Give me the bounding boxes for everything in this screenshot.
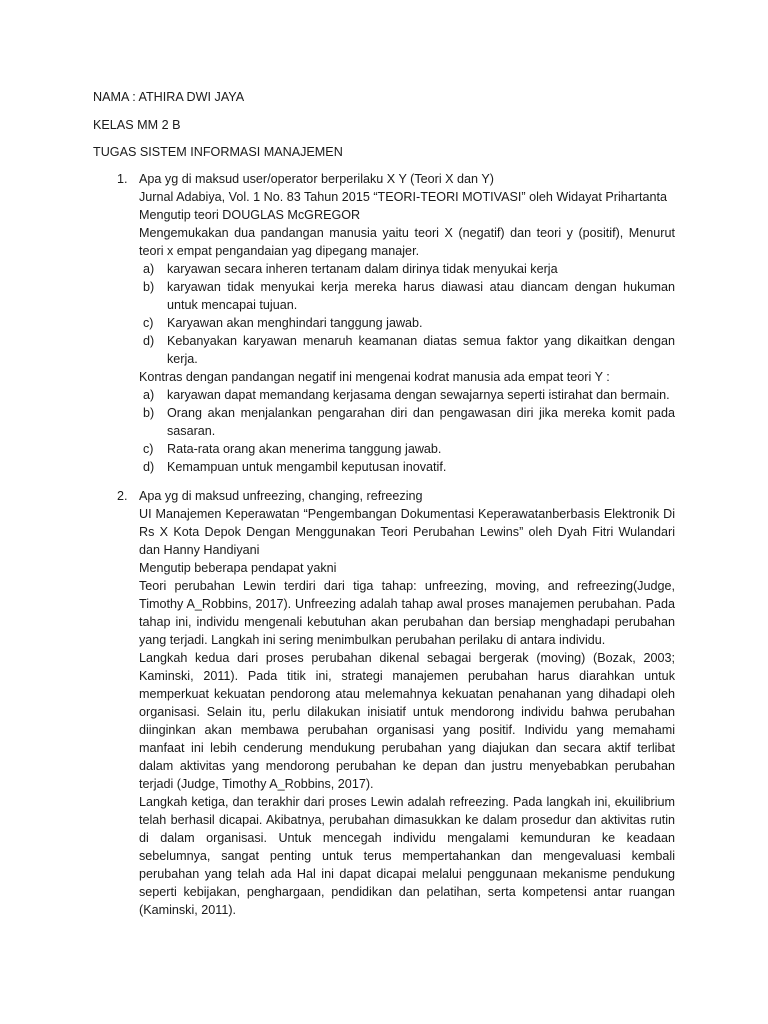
question-title: Apa yg di maksud user/operator berperilaku X Y (Teori X dan Y): [139, 172, 494, 186]
class-info: KELAS MM 2 B: [93, 118, 181, 132]
source-reference: UI Manajemen Keperawatan “Pengembangan Dokumentasi Keperawatanberbasis Elektronik Di Rs X Kota Depok Dengan Menggunakan Teori Perubahan Lewins” oleh Dyah Fitri Wulandari dan Hanny Handiyani: [139, 507, 675, 557]
assignment-title: TUGAS SISTEM INFORMASI MANAJEMEN: [93, 145, 343, 159]
question-1: [117, 170, 675, 476]
paragraph-unfreezing: Teori perubahan Lewin terdiri dari tiga tahap: unfreezing, moving, and refreezing(Judge, Timothy A_Robbins, 2017). Unfreezing adalah tahap awal proses manajemen perubahan. Pada tahap ini, individu mengenali kebutuhan akan perubahan dan bersiap menghadapi perubahan yang terjadi. Langkah ini sering menimbulkan perubahan perilaku di antara individu.: [139, 579, 675, 647]
list-item: d) Kemampuan untuk mengambil keputusan inovatif.: [143, 460, 447, 474]
question-title: Apa yg di maksud unfreezing, changing, refreezing: [139, 489, 423, 503]
citation-line: Mengutip beberapa pendapat yakni: [139, 561, 337, 575]
list-item: a) karyawan secara inheren tertanam dalam dirinya tidak menyukai kerja: [143, 262, 558, 276]
question-number: 1.: [117, 172, 128, 186]
list-item: d) Kebanyakan karyawan menaruh keamanan diatas semua faktor yang dikaitkan dengan kerja.: [143, 334, 675, 366]
question-2: [117, 487, 675, 919]
paragraph-moving: Langkah kedua dari proses perubahan dikenal sebagai bergerak (moving) (Bozak, 2003; Kaminski, 2011). Pada titik ini, strategi manajemen perubahan harus diarahkan untuk memperkuat kekuatan pendorong atau melemahnya kekuatan penahanan yang dihadapi oleh organisasi. Selain itu, perlu dilakukan inisiatif untuk mendorong individu bahwa perubahan diinginkan akan membawa perubahan organisasi yang positif. Individu yang memahami manfaat ini lebih cenderung mendukung perubahan yang diajukan dan secara aktif terlibat dalam aktivitas yang mendorong perubahan ke depan dan justru menyebabkan perubahan terjadi (Judge, Timothy A_Robbins, 2017).: [139, 651, 675, 791]
paragraph-refreezing: Langkah ketiga, dan terakhir dari proses Lewin adalah refreezing. Pada langkah ini, ekuilibrium telah berhasil dicapai. Akibatnya, perubahan dimasukkan ke dalam prosedur dan aktivitas rutin di dalam organisasi. Untuk mencegah individu mengalami kemunduran ke keadaan sebelumnya, sangat penting untuk terus mempertahankan dan mengevaluasi kembali perubahan yang telah ada Hal ini dapat dicapai melalui penggunaan mekanisme pendukung seperti kebijakan, penghargaan, pendidikan dan pelatihan, serta kompetensi antar ruangan (Kaminski, 2011).: [139, 795, 675, 917]
list-item: b) karyawan tidak menyukai kerja mereka harus diawasi atau diancam dengan hukuman untuk mencapai tujuan.: [143, 280, 675, 312]
theory-y-list: [139, 386, 675, 476]
theory-x-list: [139, 260, 675, 368]
list-item: b) Orang akan menjalankan pengarahan diri dan pengawasan diri jika mereka komit pada sasaran.: [143, 406, 675, 438]
citation-line: Mengutip teori DOUGLAS McGREGOR: [139, 208, 361, 222]
list-item: a) karyawan dapat memandang kerjasama dengan sewajarnya seperti istirahat dan bermain.: [143, 388, 670, 402]
student-name: NAMA : ATHIRA DWI JAYA: [93, 90, 245, 104]
question-number: 2.: [117, 489, 128, 503]
intro-paragraph: Mengemukakan dua pandangan manusia yaitu teori X (negatif) dan teori y (positif), Menurut teori x empat pengandaian yag dipegang manajer.: [139, 226, 675, 258]
source-reference: Jurnal Adabiya, Vol. 1 No. 83 Tahun 2015 “TEORI-TEORI MOTIVASI” oleh Widayat Prihartanta: [139, 190, 668, 204]
question-body: [139, 487, 675, 919]
question-body: [139, 170, 675, 476]
list-item: c) Karyawan akan menghindari tanggung jawab.: [143, 316, 423, 330]
list-item: c) Rata-rata orang akan menerima tanggung jawab.: [143, 442, 442, 456]
contrast-paragraph: Kontras dengan pandangan negatif ini mengenai kodrat manusia ada empat teori Y :: [139, 370, 610, 384]
